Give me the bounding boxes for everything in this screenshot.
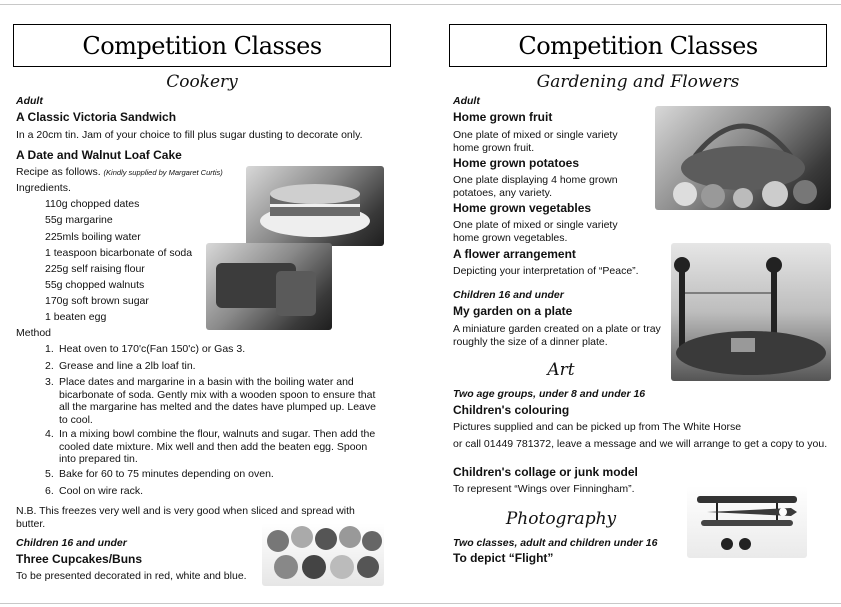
- fruit-description: One plate of mixed or single variety home grown fruit.: [453, 129, 618, 154]
- ingredient-item: 55g chopped walnuts: [45, 279, 145, 291]
- sandwich-description: In a 20cm tin. Jam of your choice to fill plus sugar dusting to decorate only.: [16, 129, 363, 141]
- ingredient-item: 55g margarine: [45, 214, 113, 226]
- potatoes-description: One plate displaying 4 home grown potatoes, any variety.: [453, 174, 618, 199]
- section-title-cookery: Cookery: [166, 72, 238, 92]
- method-label: Method: [16, 327, 52, 339]
- photo-classes: Two classes, adult and children under 16: [453, 537, 658, 549]
- method-step-number: 2.: [45, 360, 54, 372]
- vegetables-heading: Home grown vegetables: [453, 201, 592, 215]
- art-age-groups: Two age groups, under 8 and under 16: [453, 388, 646, 400]
- sandwich-heading: A Classic Victoria Sandwich: [16, 110, 177, 124]
- method-step-number: 4.: [45, 428, 54, 440]
- method-step-text: In a mixing bowl combine the flour, walnuts and sugar. Then add the cooled date mixture. Mix well and then add the beaten egg. Spoon into prepared tin.: [59, 428, 376, 465]
- flower-heading: A flower arrangement: [453, 247, 576, 261]
- ingredient-item: 225mls boiling water: [45, 231, 141, 243]
- potatoes-heading: Home grown potatoes: [453, 156, 580, 170]
- vegetables-description: One plate of mixed or single variety home grown vegetables.: [453, 219, 618, 244]
- method-step-text: Place dates and margarine in a basin with the boiling water and bicarbonate of soda. Gently mix with a wooden spoon to ensure that all the margarine has melted and the dates have plumped up. Leave to cool.: [59, 376, 376, 426]
- ingredient-item: 1 beaten egg: [45, 311, 107, 323]
- ingredient-item: 225g self raising flour: [45, 263, 145, 275]
- collage-heading: Children's collage or junk model: [453, 465, 638, 479]
- ingredients-label: Ingredients.: [16, 182, 71, 194]
- flower-description: Depicting your interpretation of “Peace”.: [453, 265, 639, 277]
- page-title-right: Competition Classes: [449, 24, 827, 67]
- method-step-text: Bake for 60 to 75 minutes depending on oven.: [59, 468, 274, 480]
- cupcakes-heading: Three Cupcakes/Buns: [16, 552, 143, 566]
- recipe-line: [16, 166, 223, 180]
- method-step-number: 6.: [45, 485, 54, 497]
- loaf-heading: A Date and Walnut Loaf Cake: [16, 148, 182, 162]
- fruit-heading: Home grown fruit: [453, 110, 553, 124]
- children-label: Children 16 and under: [453, 289, 564, 301]
- collage-description: To represent “Wings over Finningham”.: [453, 483, 635, 495]
- children-label: Children 16 and under: [16, 537, 127, 549]
- colouring-description-2: or call 01449 781372, leave a message and we will arrange to get a copy to you.: [453, 438, 828, 450]
- ingredient-item: 1 teaspoon bicarbonate of soda: [45, 247, 193, 259]
- ingredient-item: 110g chopped dates: [45, 198, 140, 210]
- recipe-credit: (Kindly supplied by Margaret Curtis): [103, 168, 223, 177]
- method-step-number: 3.: [45, 376, 54, 388]
- section-title-photography: Photography: [505, 509, 617, 529]
- fruit-basket-photo: [655, 106, 831, 210]
- garden-plate-heading: My garden on a plate: [453, 304, 573, 318]
- colouring-heading: Children's colouring: [453, 403, 570, 417]
- adult-label: Adult: [453, 95, 480, 107]
- nb-note: N.B. This freezes very well and is very good when sliced and spread with butter.: [16, 505, 355, 530]
- victoria-sponge-photo: [246, 166, 384, 246]
- flight-heading: To depict “Flight”: [453, 551, 554, 565]
- garden-plate-photo: [671, 243, 831, 381]
- method-step-text: Heat oven to 170'c(Fan 150'c) or Gas 3.: [59, 343, 246, 355]
- colouring-description-1: Pictures supplied and can be picked up from The White Horse: [453, 421, 742, 433]
- garden-plate-description: A miniature garden created on a plate or tray roughly the size of a dinner plate.: [453, 323, 661, 348]
- method-step-text: Grease and line a 2lb loaf tin.: [59, 360, 196, 372]
- recipe-text: Recipe as follows.: [16, 166, 101, 178]
- ingredient-item: 170g soft brown sugar: [45, 295, 149, 307]
- cupcakes-photo: [262, 523, 384, 586]
- biplane-photo: [687, 486, 807, 558]
- section-title-gardening: Gardening and Flowers: [536, 72, 740, 92]
- method-step-text: Cool on wire rack.: [59, 485, 144, 497]
- page-title-left: Competition Classes: [13, 24, 391, 67]
- method-step-number: 5.: [45, 468, 54, 480]
- date-loaf-photo: [206, 243, 332, 330]
- method-step-number: 1.: [45, 343, 54, 355]
- adult-label: Adult: [16, 95, 43, 107]
- cupcakes-description: To be presented decorated in red, white and blue.: [16, 570, 247, 582]
- right-page: [421, 0, 841, 607]
- left-page: [0, 0, 420, 607]
- section-title-art: Art: [547, 360, 575, 380]
